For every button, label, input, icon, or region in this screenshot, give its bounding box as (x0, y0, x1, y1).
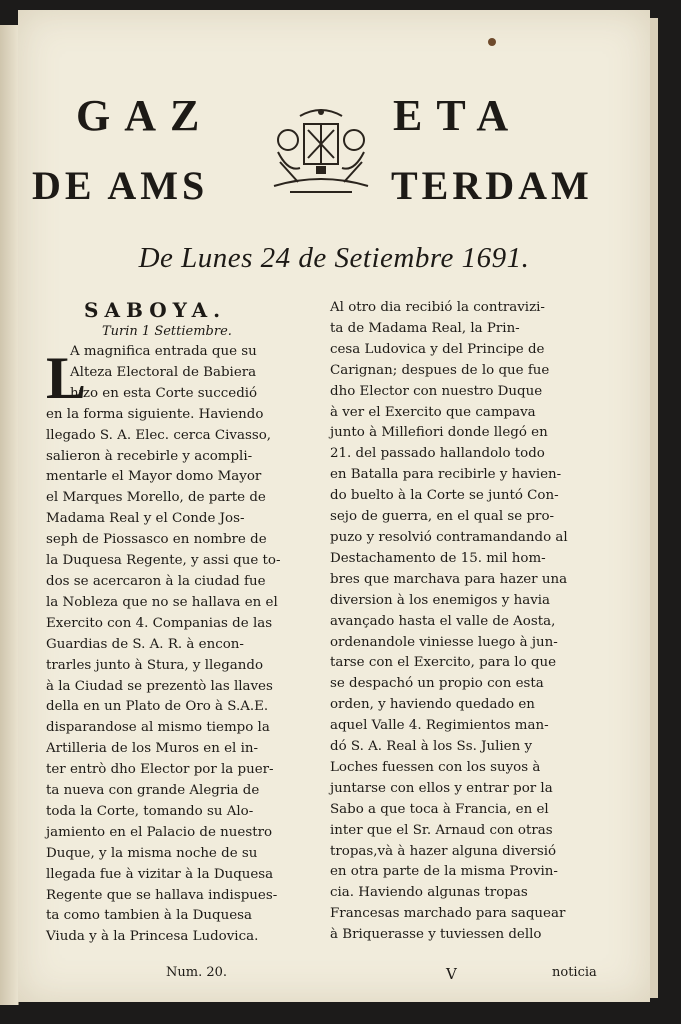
text-line: Duque, y la misma noche de su (46, 845, 258, 861)
masthead-word-gaz: GAZ (76, 91, 214, 140)
drop-cap: L (46, 345, 87, 411)
text-line: disparandose al mismo tiempo la (46, 720, 270, 736)
text-line: dho Elector con nuestro Duque (330, 383, 543, 399)
text-line: llegada fue à vizitar à la Duquesa (46, 866, 274, 882)
text-line: puzo y resolvió contramandando al (330, 529, 568, 545)
text-line: la Nobleza que no se hallava en el (46, 594, 278, 610)
text-line: A magnifica entrada que su (70, 344, 257, 359)
text-line: avançado hasta el valle de Aosta, (330, 613, 556, 629)
text-line: inter que el Sr. Arnaud con otras (330, 822, 553, 838)
text-line: cia. Haviendo algunas tropas (330, 885, 528, 901)
text-line: Madama Real y el Conde Jos- (46, 511, 245, 527)
coat-of-arms-emblem (270, 102, 372, 200)
adjacent-page-edge (0, 25, 19, 1005)
text-line: junto à Millefiori donde llegó en (330, 425, 548, 441)
text-line: ordenandole viniesse luego à jun- (330, 634, 558, 650)
text-line: hizo en esta Corte succedió (70, 385, 258, 401)
text-line: salieron à recebirle y acompli- (46, 448, 253, 464)
page-edge-strip (650, 18, 658, 998)
text-line: ter entrò dho Elector por la puer- (46, 762, 274, 778)
text-line: Loches fuessen con los suyos à (330, 759, 541, 775)
text-line: seph de Piossasco en nombre de (46, 532, 267, 548)
text-line: 21. del passado hallandolo todo (330, 446, 545, 462)
dateline: De Lunes 24 de Setiembre 1691. (138, 242, 530, 274)
text-line: el Marques Morello, de parte de (46, 490, 266, 506)
text-line: Carignan; despues de lo que fue (330, 362, 550, 378)
text-line: Guardias de S. A. R. à encon- (46, 636, 244, 652)
text-line: à ver el Exercito que campava (330, 404, 536, 420)
text-line: tropas,và à hazer alguna diversió (330, 843, 557, 859)
text-line: Viuda y à la Princesa Ludovica. (46, 929, 259, 945)
text-line: à Briquerasse y tuviessen dello (330, 927, 542, 943)
text-line: mentarle el Mayor domo Mayor (46, 469, 262, 485)
text-line: Exercito con 4. Companias de las (46, 615, 273, 631)
text-line: en la forma siguiente. Haviendo (46, 406, 264, 422)
text-line: Sabo a que toca à Francia, en el (330, 801, 549, 817)
text-line: llegado S. A. Elec. cerca Civasso, (46, 427, 272, 443)
text-line: bres que marchava para hazer una (330, 571, 568, 587)
text-line: Al otro dia recibió la contravizi- (330, 300, 545, 315)
text-line: sejo de guerra, en el qual se pro- (330, 509, 555, 525)
text-line: dó S. A. Real à los Ss. Julien y (330, 739, 533, 755)
text-line: Regente que se hallava indispues- (46, 887, 278, 903)
text-line: trarles junto à Stura, y llegando (46, 657, 264, 673)
issue-number: Num. 20. (166, 965, 228, 980)
masthead-word-de-ams: DE AMS (32, 163, 209, 208)
text-line: cesa Ludovica y del Principe de (330, 341, 545, 357)
text-line: se despachó un propio con esta (330, 676, 544, 692)
text-line: ta de Madama Real, la Prin- (330, 320, 520, 336)
text-line: orden, y haviendo quedado en (330, 697, 535, 713)
text-line: diversion à los enemigos y havia (330, 592, 551, 608)
newspaper-page (18, 10, 650, 1002)
text-line: Artilleria de los Muros en el in- (46, 741, 259, 757)
text-line: en otra parte de la misma Provin- (330, 864, 558, 880)
text-line: jamiento en el Palacio de nuestro (46, 824, 273, 840)
left-column-text (46, 342, 334, 948)
text-line: ta como tambien à la Duquesa (46, 908, 253, 924)
catchword: noticia (552, 965, 597, 980)
text-line: Francesas marchado para saquear (330, 906, 566, 922)
text-line: Destachamento de 15. mil hom- (330, 550, 546, 566)
ink-spot (488, 38, 496, 46)
text-line: della en un Plato de Oro à S.A.E. (46, 699, 269, 715)
left-column (46, 298, 334, 948)
text-line: ta nueva con grande Alegria de (46, 783, 260, 799)
masthead-word-eta: ETA (393, 91, 523, 140)
text-line: do buelto à la Corte se juntó Con- (330, 488, 559, 504)
text-line: la Duquesa Regente, y assi que to- (46, 553, 281, 569)
section-subheading: Turin 1 Settiembre. (102, 324, 232, 339)
text-line: à la Ciudad se prezentò las llaves (46, 678, 273, 694)
text-line: dos se acercaron à la ciudad fue (46, 573, 266, 589)
text-line: toda la Corte, tomando su Alo- (46, 803, 254, 819)
text-line: en Batalla para recibirle y havien- (330, 467, 562, 483)
text-line: Alteza Electoral de Babiera (70, 364, 257, 380)
masthead-word-terdam: TERDAM (391, 163, 593, 208)
right-column-text (330, 298, 620, 946)
right-column (330, 298, 620, 946)
section-heading: SABOYA. (84, 298, 227, 322)
signature-mark: V (446, 965, 457, 983)
text-line: tarse con el Exercito, para lo que (330, 655, 557, 671)
text-line: juntarse con ellos y entrar por la (330, 780, 553, 796)
text-line: aquel Valle 4. Regimientos man- (330, 718, 549, 734)
